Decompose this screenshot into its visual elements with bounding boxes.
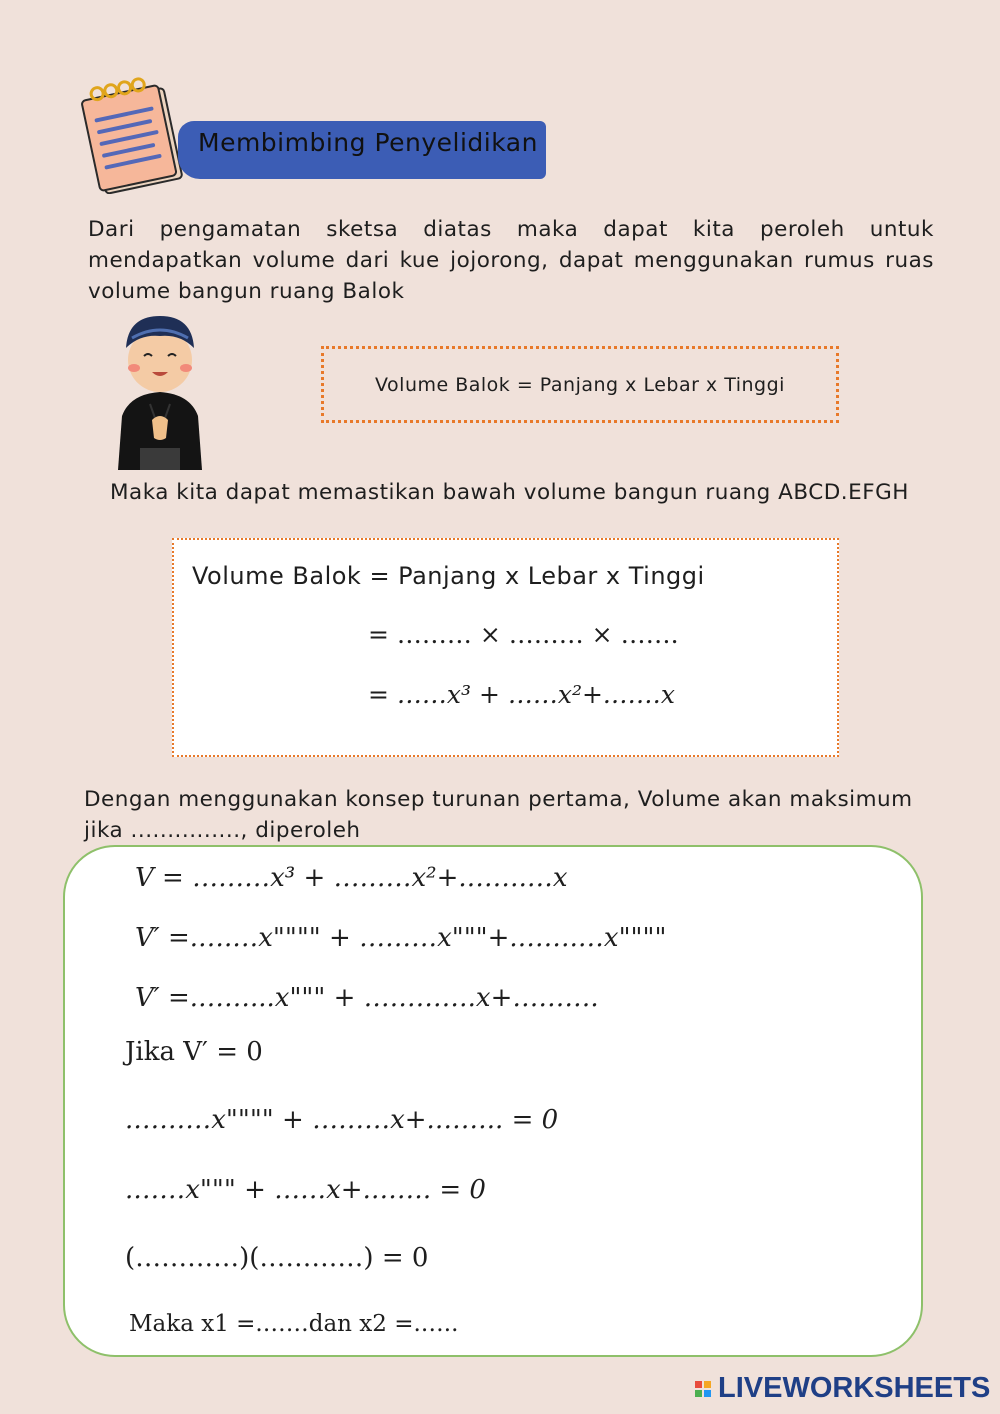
logo-text: LIVEWORKSHEETS <box>718 1372 991 1404</box>
derivative-work-box <box>63 845 923 1357</box>
logo-icon <box>694 1380 712 1398</box>
roots-line[interactable]: Maka x1 =.……dan x2 =.….. <box>129 1311 459 1337</box>
condition-line: Jika V′ = 0 <box>125 1037 263 1067</box>
intro-paragraph: Dari pengamatan sketsa diatas maka dapat kita peroleh untuk mendapatkan volume dari kue jojorong, dapat menggunakan rumus ruas volume bangun ruang Balok <box>88 217 934 304</box>
v-prime-line-2[interactable]: V′ =.……...x""" + ………….x+………. <box>135 983 599 1013</box>
volume-formula-line: Volume Balok = Panjang x Lebar x Tinggi <box>192 562 705 590</box>
liveworksheets-logo <box>694 1372 990 1405</box>
page-title: Membimbing Penyelidikan <box>198 128 538 157</box>
polynomial-expression: ……x³ + ……x²+.……x <box>388 680 675 709</box>
v-prime-line-1[interactable]: V′ =.….…x"""" + ………x"""+.…….…x"""" <box>135 923 667 953</box>
volume-calculation-box <box>172 538 839 757</box>
volume-multiplication-line[interactable]: = ……… × ……… × ……. <box>368 620 679 649</box>
volume-formula-box <box>321 346 839 423</box>
character-illustration <box>110 308 210 474</box>
equals-sign: = <box>368 680 389 709</box>
derivative-instruction: Dengan menggunakan konsep turunan pertama, Volume akan maksimum jika ..............., diperoleh <box>84 787 913 843</box>
v-equation-line[interactable]: V = ………x³ + ………x²+.…….…x <box>135 863 568 893</box>
volume-formula-text: Volume Balok = Panjang x Lebar x Tinggi <box>375 373 785 396</box>
factor-line[interactable]: (…………)(…………) = 0 <box>125 1243 429 1273</box>
statement-text: Maka kita dapat memastikan bawah volume bangun ruang ABCD.EFGH <box>110 480 909 505</box>
equation-line-2[interactable]: .……x""" + ……x+.……. = 0 <box>125 1175 486 1205</box>
volume-polynomial-line[interactable] <box>368 680 675 709</box>
equation-line-1[interactable]: .………x"""" + ………x+.…….. = 0 <box>125 1105 559 1135</box>
